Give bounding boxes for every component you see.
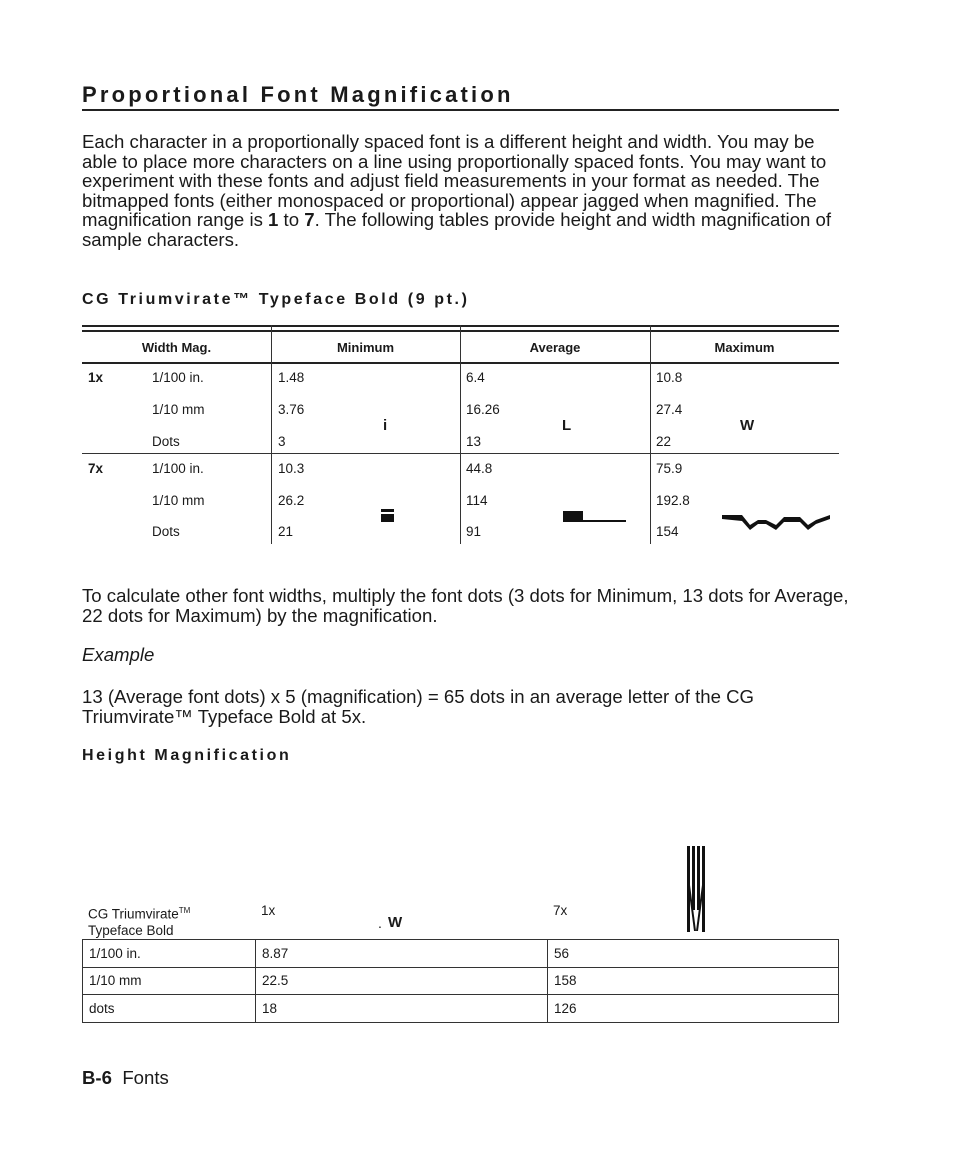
table-cell: 18 [256,995,548,1023]
table-cell: 44.8 [466,461,493,476]
height-col-1x: 1x [261,903,276,918]
unit-label: 1/100 in. [152,370,204,385]
table-cell: 114 [466,493,488,508]
height-font-label [88,903,190,939]
mag-1x-label: 1x [88,370,104,385]
table-cell: 16.26 [466,402,500,417]
table-cell: 10.8 [656,370,683,385]
column-divider [271,325,272,544]
height-table-heading: Height Magnification [82,747,292,764]
intro-range-text: The magnification range is [82,189,817,231]
intro-text: Each character in a proportionally spaced font is a different height and width. You may be able to place more characters on a line using proportionally spaced fonts. You may want to experiment with these fonts and adjust field measurements in your format as needed. The bitmapped fonts (either monospaced or proportional) appear jagged when magnified. [82,131,827,211]
mag-7x-label: 7x [88,461,104,476]
table-cell: dots [83,995,256,1023]
table-cell: 21 [278,524,294,539]
table-cell: 192.8 [656,493,690,508]
intro-paragraph [82,132,852,250]
range-max: 7 [304,209,315,231]
magnified-i-image [378,508,398,524]
intro-tables-text: . The following tables provide height and width magnification of sample characters. [82,209,832,250]
header-minimum: Minimum [336,340,395,355]
sample-glyph-height-1x: W [388,914,403,931]
table-cell: 22 [656,434,672,449]
unit-label: 1/10 mm [152,493,205,508]
height-col-7x: 7x [553,903,568,918]
table-cell: 22.5 [256,967,548,995]
sample-glyph-avg: L [562,417,572,434]
header-average: Average [529,340,581,355]
table-cell: 56 [548,940,839,968]
table-cell: 126 [548,995,839,1023]
table-cell: 3.76 [278,402,305,417]
width-table-heading: CG Triumvirate™ Typeface Bold (9 pt.) [82,291,470,308]
calc-paragraph: To calculate other font widths, multiply the font dots (3 dots for Minimum, 13 dots for Average, 22 dots for Maximum) by the magnification. [82,585,849,626]
font-style: Typeface Bold [88,922,174,938]
table-cell: 10.3 [278,461,305,476]
page-footer [82,1067,169,1089]
table-cell: 1.48 [278,370,305,385]
sample-glyph-max: W [740,417,755,434]
table-cell: 13 [466,434,482,449]
table-row [83,940,839,968]
page-title: Proportional Font Magnification [82,82,514,107]
table-cell: 75.9 [656,461,683,476]
range-min: 1 [268,209,279,231]
table-row [83,995,839,1023]
section-name: Fonts [122,1067,169,1088]
sample-glyph-min: i [383,417,388,434]
title-underline [82,109,839,111]
example-label: Example [82,644,155,665]
trademark: TM [178,906,191,915]
column-divider [460,325,461,544]
table-row [83,967,839,995]
unit-label: 1/100 in. [152,461,204,476]
height-table [82,939,839,1023]
unit-label: Dots [152,524,180,539]
table-cell: 27.4 [656,402,683,417]
unit-label: Dots [152,434,180,449]
table-cell: 1/10 mm [83,967,256,995]
table-cell: 6.4 [466,370,485,385]
table-cell: 8.87 [256,940,548,968]
table-cell: 3 [278,434,286,449]
intro-range-to: to [278,209,305,231]
header-maximum: Maximum [714,340,775,355]
sample-dot: . [378,915,382,931]
column-divider [650,325,651,544]
table-cell: 1/100 in. [83,940,256,968]
example-paragraph: 13 (Average font dots) x 5 (magnification) = 65 dots in an average letter of the CG Triumvirate™ Typeface Bold at 5x. [82,686,754,727]
font-name: CG Triumvirate [88,906,179,922]
table-cell: 154 [656,524,679,539]
magnified-tall-w-image [684,845,708,933]
table-cell: 91 [466,524,482,539]
table-cell: 26.2 [278,493,305,508]
header-width-mag: Width Mag. [141,340,212,355]
page-number: B-6 [82,1067,112,1088]
table-cell: 158 [548,967,839,995]
magnified-l-image [560,508,630,524]
unit-label: 1/10 mm [152,402,205,417]
magnified-w-image [720,512,834,534]
